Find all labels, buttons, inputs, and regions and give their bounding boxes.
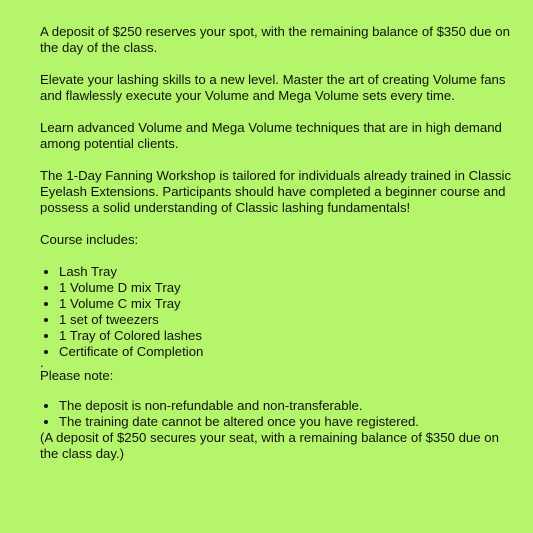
deposit-paragraph: A deposit of $250 reserves your spot, with the remaining balance of $350 due on the day of the class. (40, 24, 510, 55)
note-non-refundable: • The deposit is non-refundable and non-transferable. (59, 398, 513, 414)
course-includes-heading: Course includes: (40, 232, 139, 247)
please-note-heading: Please note: (40, 368, 114, 383)
course-item-tweezers: • 1 set of tweezers (59, 312, 513, 328)
course-item-volume-d-tray: • 1 Volume D mix Tray (59, 280, 513, 296)
advanced-techniques-paragraph: Learn advanced Volume and Mega Volume techniques that are in high demand among potential clients. (40, 120, 502, 151)
elevate-skills-paragraph: Elevate your lashing skills to a new level. Master the art of creating Volume fans and flawlessly execute your Volume and Mega Volume sets every time. (40, 72, 506, 103)
closing-paragraph: (A deposit of $250 secures your seat, with a remaining balance of $350 due on the class day.) (40, 430, 499, 461)
course-items-list (40, 264, 513, 360)
separator-dot: . (40, 355, 44, 370)
course-item-colored-lashes: • 1 Tray of Colored lashes (59, 328, 513, 344)
course-item-volume-c-tray: • 1 Volume C mix Tray (59, 296, 513, 312)
course-item-lash-tray: • Lash Tray (59, 264, 513, 280)
workshop-eligibility-paragraph: The 1-Day Fanning Workshop is tailored for individuals already trained in Classic Eyelash Extensions. Participants should have completed a beginner course and possess a solid understanding of Classic lashing fundamentals! (40, 168, 512, 215)
notes-list (40, 398, 513, 430)
note-date-fixed: • The training date cannot be altered once you have registered. (59, 414, 513, 430)
course-item-certificate: • Certificate of Completion (59, 344, 513, 360)
